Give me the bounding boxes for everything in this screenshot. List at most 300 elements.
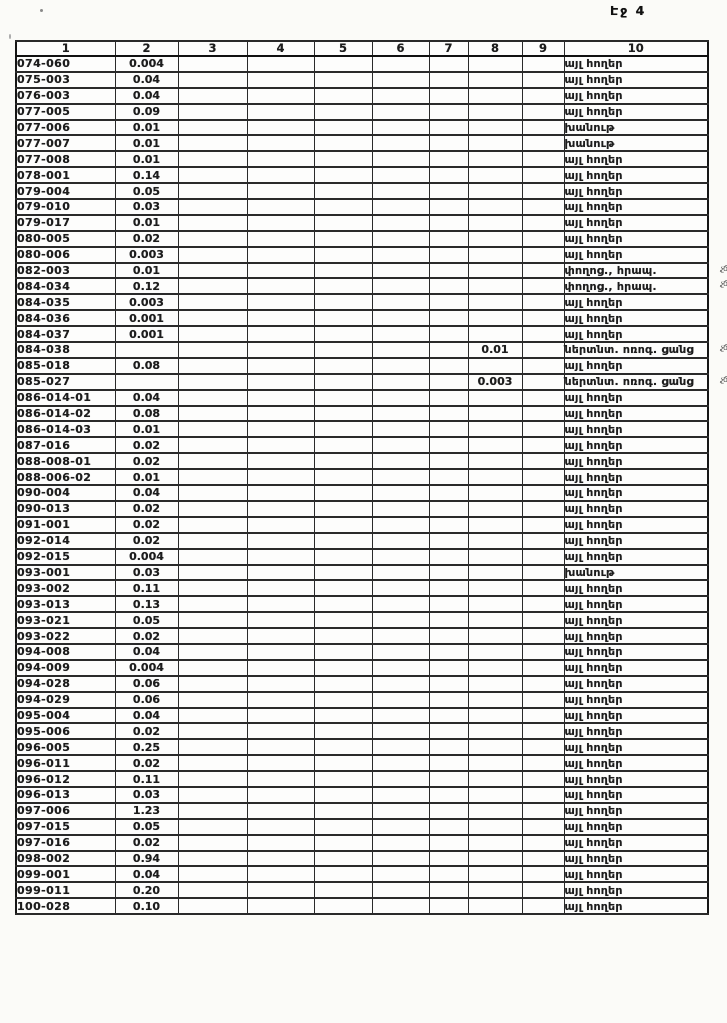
- cell-empty: [314, 882, 372, 898]
- cell-empty: [522, 835, 564, 851]
- cell-empty: [429, 151, 468, 167]
- cell-empty: [247, 882, 314, 898]
- table-row: [16, 183, 708, 199]
- cell-empty: [314, 723, 372, 739]
- cell-land-use: [564, 723, 708, 739]
- cell-area-col2: 0.04: [115, 72, 178, 88]
- cell-empty: [178, 421, 247, 437]
- cell-empty: [372, 549, 429, 565]
- cell-empty: [247, 676, 314, 692]
- cell-empty: [522, 374, 564, 390]
- cell-empty: [522, 771, 564, 787]
- land-use-text: այլ հողեր: [564, 57, 623, 71]
- cell-parcel-code: 077-005: [16, 104, 115, 120]
- cell-empty: [247, 88, 314, 104]
- cell-empty: [522, 453, 564, 469]
- cell-empty: [429, 692, 468, 708]
- cell-empty: [314, 247, 372, 263]
- cell-empty: [247, 231, 314, 247]
- cell-empty: [314, 183, 372, 199]
- cell-empty: [178, 882, 247, 898]
- cell-empty: [522, 580, 564, 596]
- cell-empty: [372, 310, 429, 326]
- cell-land-use: [564, 263, 727, 279]
- cell-empty: [522, 898, 564, 914]
- cell-area-col8: [468, 501, 522, 517]
- cell-area-col2: 0.04: [115, 644, 178, 660]
- cell-empty: [522, 517, 564, 533]
- table-row: [16, 247, 708, 263]
- cell-land-use: [564, 342, 727, 358]
- cell-area-col8: [468, 739, 522, 755]
- cell-empty: [247, 215, 314, 231]
- cell-area-col8: [468, 104, 522, 120]
- cell-empty: [429, 644, 468, 660]
- cell-empty: [247, 866, 314, 882]
- cell-empty: [372, 533, 429, 549]
- cell-empty: [372, 771, 429, 787]
- table-row: [16, 278, 708, 294]
- cell-empty: [247, 294, 314, 310]
- cell-empty: [178, 374, 247, 390]
- cell-empty: [247, 151, 314, 167]
- cell-parcel-code: 077-008: [16, 151, 115, 167]
- cell-land-use: [564, 104, 708, 120]
- cell-area-col2: 0.08: [115, 358, 178, 374]
- cell-parcel-code: 077-007: [16, 135, 115, 151]
- cell-empty: [522, 263, 564, 279]
- cell-empty: [178, 167, 247, 183]
- table-row: [16, 771, 708, 787]
- cell-empty: [522, 215, 564, 231]
- cell-empty: [247, 263, 314, 279]
- cell-land-use: [564, 533, 708, 549]
- cell-area-col2: 0.02: [115, 533, 178, 549]
- cell-empty: [247, 501, 314, 517]
- table-row: [16, 676, 708, 692]
- cell-empty: [178, 708, 247, 724]
- cell-empty: [372, 167, 429, 183]
- cell-parcel-code: 093-022: [16, 628, 115, 644]
- cell-land-use: [564, 882, 708, 898]
- cell-empty: [247, 183, 314, 199]
- cell-empty: [178, 120, 247, 136]
- cell-area-col2: 0.03: [115, 787, 178, 803]
- cell-empty: [372, 151, 429, 167]
- land-use-text: այլ հողեր: [564, 327, 623, 341]
- table-row: [16, 135, 708, 151]
- land-use-text: ներտնտ. ոռոգ. ցանց: [564, 343, 694, 357]
- cell-empty: [247, 835, 314, 851]
- cell-empty: [522, 421, 564, 437]
- cell-area-col8: [468, 469, 522, 485]
- land-use-text: այլ հողեր: [564, 216, 623, 230]
- table-row: [16, 580, 708, 596]
- cell-parcel-code: 087-016: [16, 437, 115, 453]
- cell-empty: [522, 231, 564, 247]
- cell-area-col2: 0.02: [115, 723, 178, 739]
- cell-empty: [372, 803, 429, 819]
- cell-parcel-code: 075-003: [16, 72, 115, 88]
- cell-empty: [247, 580, 314, 596]
- cell-empty: [178, 135, 247, 151]
- cell-empty: [247, 453, 314, 469]
- cell-empty: [522, 739, 564, 755]
- cell-empty: [372, 851, 429, 867]
- cell-empty: [178, 485, 247, 501]
- cell-empty: [314, 151, 372, 167]
- cell-empty: [247, 851, 314, 867]
- cell-parcel-code: 084-035: [16, 294, 115, 310]
- cell-empty: [247, 755, 314, 771]
- cell-empty: [314, 835, 372, 851]
- land-use-text: այլ հողեր: [564, 89, 623, 103]
- cell-empty: [372, 437, 429, 453]
- cell-land-use: [564, 183, 708, 199]
- handwritten-margin-note: ,չճ: [719, 374, 727, 384]
- cell-empty: [314, 104, 372, 120]
- land-use-text: այլ հողեր: [564, 597, 623, 611]
- cell-empty: [178, 183, 247, 199]
- cell-empty: [178, 549, 247, 565]
- cell-area-col2: 0.03: [115, 199, 178, 215]
- cell-parcel-code: 074-060: [16, 56, 115, 72]
- cell-empty: [429, 421, 468, 437]
- cell-area-col2: 0.25: [115, 739, 178, 755]
- cell-area-col2: 0.04: [115, 866, 178, 882]
- cell-land-use: [564, 549, 708, 565]
- table-row: [16, 199, 708, 215]
- cell-empty: [429, 104, 468, 120]
- cell-empty: [429, 390, 468, 406]
- cell-empty: [247, 549, 314, 565]
- cell-empty: [178, 866, 247, 882]
- cell-area-col8: [468, 199, 522, 215]
- cell-area-col2: 0.04: [115, 88, 178, 104]
- land-use-text: այլ հողեր: [564, 502, 623, 516]
- land-use-text: այլ հողեր: [564, 184, 623, 198]
- table-row: [16, 803, 708, 819]
- cell-area-col2: 0.004: [115, 660, 178, 676]
- cell-empty: [314, 803, 372, 819]
- cell-area-col8: [468, 294, 522, 310]
- cell-land-use: [564, 692, 708, 708]
- scan-speckle: [9, 34, 11, 39]
- cell-empty: [429, 565, 468, 581]
- cell-parcel-code: 093-021: [16, 612, 115, 628]
- cell-empty: [372, 56, 429, 72]
- cell-land-use: [564, 390, 708, 406]
- cell-area-col8: 0.003: [468, 374, 522, 390]
- cell-area-col8: [468, 612, 522, 628]
- cell-empty: [247, 533, 314, 549]
- cell-empty: [247, 485, 314, 501]
- cell-empty: [429, 866, 468, 882]
- land-use-text: այլ հողեր: [564, 295, 623, 309]
- cell-empty: [314, 628, 372, 644]
- cell-empty: [247, 771, 314, 787]
- cell-parcel-code: 093-013: [16, 596, 115, 612]
- cell-area-col2: 0.08: [115, 406, 178, 422]
- cell-area-col8: [468, 676, 522, 692]
- cell-empty: [314, 485, 372, 501]
- cell-land-use: [564, 215, 708, 231]
- cell-empty: [372, 374, 429, 390]
- table-row: [16, 374, 708, 390]
- cell-area-col8: [468, 898, 522, 914]
- cell-empty: [372, 660, 429, 676]
- cell-area-col8: [468, 533, 522, 549]
- cell-area-col2: 0.04: [115, 485, 178, 501]
- cell-empty: [372, 739, 429, 755]
- cell-parcel-code: 094-009: [16, 660, 115, 676]
- cell-empty: [178, 596, 247, 612]
- table-row: [16, 231, 708, 247]
- cell-parcel-code: 096-013: [16, 787, 115, 803]
- cell-empty: [178, 199, 247, 215]
- cell-empty: [429, 882, 468, 898]
- land-use-text: այլ հողեր: [564, 820, 623, 834]
- cell-empty: [522, 151, 564, 167]
- cell-empty: [314, 421, 372, 437]
- cell-empty: [372, 644, 429, 660]
- cell-land-use: [564, 676, 708, 692]
- cell-empty: [314, 819, 372, 835]
- cell-parcel-code: 082-003: [16, 263, 115, 279]
- cell-area-col2: 0.01: [115, 421, 178, 437]
- handwritten-margin-note: ,չճ: [719, 263, 727, 273]
- cell-land-use: [564, 310, 708, 326]
- cell-empty: [372, 755, 429, 771]
- cell-empty: [314, 596, 372, 612]
- cell-empty: [178, 88, 247, 104]
- cell-empty: [178, 803, 247, 819]
- cell-empty: [178, 723, 247, 739]
- cell-area-col8: [468, 167, 522, 183]
- cell-empty: [429, 247, 468, 263]
- table-row: [16, 755, 708, 771]
- cell-area-col2: 0.03: [115, 565, 178, 581]
- cell-empty: [372, 565, 429, 581]
- cell-empty: [247, 278, 314, 294]
- cell-parcel-code: 093-001: [16, 565, 115, 581]
- land-use-text: խանութ: [564, 565, 615, 579]
- cell-empty: [522, 358, 564, 374]
- cell-land-use: [564, 517, 708, 533]
- cell-area-col2: 0.01: [115, 135, 178, 151]
- cell-area-col8: [468, 390, 522, 406]
- cell-empty: [314, 501, 372, 517]
- cell-empty: [314, 326, 372, 342]
- cell-empty: [429, 120, 468, 136]
- table-row: [16, 294, 708, 310]
- cell-empty: [178, 565, 247, 581]
- cell-area-col8: [468, 549, 522, 565]
- cell-area-col2: 0.01: [115, 469, 178, 485]
- cell-land-use: [564, 644, 708, 660]
- cell-area-col2: 0.001: [115, 310, 178, 326]
- handwritten-margin-note: ,չճ: [719, 279, 727, 289]
- cell-empty: [178, 390, 247, 406]
- cell-empty: [178, 326, 247, 342]
- cell-empty: [314, 215, 372, 231]
- cell-land-use: [564, 565, 708, 581]
- cell-empty: [372, 819, 429, 835]
- cell-empty: [314, 676, 372, 692]
- cell-area-col2: 0.02: [115, 231, 178, 247]
- cell-empty: [314, 692, 372, 708]
- cell-empty: [314, 406, 372, 422]
- cell-empty: [314, 866, 372, 882]
- cell-empty: [247, 787, 314, 803]
- cell-empty: [314, 263, 372, 279]
- cell-empty: [429, 437, 468, 453]
- cell-land-use: [564, 851, 708, 867]
- cell-empty: [429, 723, 468, 739]
- cell-parcel-code: 095-006: [16, 723, 115, 739]
- cell-land-use: [564, 660, 708, 676]
- cell-area-col2: 0.02: [115, 437, 178, 453]
- column-header-7: 7: [429, 41, 468, 56]
- cell-empty: [247, 739, 314, 755]
- land-use-text: այլ հողեր: [564, 391, 623, 405]
- cell-land-use: [564, 580, 708, 596]
- cell-parcel-code: 090-013: [16, 501, 115, 517]
- cell-empty: [522, 692, 564, 708]
- land-use-text: փողոց., հրապ.: [564, 264, 657, 278]
- cell-area-col8: [468, 231, 522, 247]
- cell-land-use: [564, 803, 708, 819]
- table-row: [16, 167, 708, 183]
- cell-empty: [372, 406, 429, 422]
- cell-empty: [522, 819, 564, 835]
- land-use-text: այլ հողեր: [564, 422, 623, 436]
- cell-area-col8: [468, 755, 522, 771]
- cell-empty: [178, 56, 247, 72]
- cell-empty: [429, 453, 468, 469]
- table-row: [16, 342, 708, 358]
- cell-empty: [247, 437, 314, 453]
- cell-empty: [522, 56, 564, 72]
- cell-area-col2: 0.06: [115, 692, 178, 708]
- cell-land-use: [564, 135, 708, 151]
- cell-empty: [314, 580, 372, 596]
- cell-empty: [247, 596, 314, 612]
- cell-empty: [372, 517, 429, 533]
- cell-empty: [178, 676, 247, 692]
- cell-parcel-code: 096-012: [16, 771, 115, 787]
- cell-empty: [372, 469, 429, 485]
- cell-empty: [247, 374, 314, 390]
- cell-parcel-code: 100-028: [16, 898, 115, 914]
- cell-area-col8: [468, 406, 522, 422]
- cell-empty: [522, 803, 564, 819]
- cell-empty: [522, 787, 564, 803]
- cell-area-col8: [468, 882, 522, 898]
- cell-empty: [372, 835, 429, 851]
- cell-area-col8: [468, 660, 522, 676]
- cell-empty: [429, 167, 468, 183]
- cell-land-use: [564, 835, 708, 851]
- table-row: [16, 708, 708, 724]
- cell-empty: [429, 215, 468, 231]
- cell-area-col8: [468, 517, 522, 533]
- table-row: [16, 787, 708, 803]
- cell-parcel-code: 092-015: [16, 549, 115, 565]
- cell-area-col8: [468, 819, 522, 835]
- land-use-text: այլ հողեր: [564, 724, 623, 738]
- land-use-text: այլ հողեր: [564, 232, 623, 246]
- cell-empty: [372, 199, 429, 215]
- cell-empty: [178, 342, 247, 358]
- table-row: [16, 453, 708, 469]
- cell-empty: [522, 628, 564, 644]
- land-use-text: այլ հողեր: [564, 899, 623, 913]
- cell-parcel-code: 084-034: [16, 278, 115, 294]
- cell-empty: [314, 390, 372, 406]
- cell-empty: [314, 787, 372, 803]
- cell-empty: [372, 787, 429, 803]
- land-use-text: այլ հողեր: [564, 836, 623, 850]
- table-row: [16, 390, 708, 406]
- land-use-text: այլ հողեր: [564, 518, 623, 532]
- cell-empty: [429, 851, 468, 867]
- cell-empty: [178, 231, 247, 247]
- cell-empty: [372, 580, 429, 596]
- cell-land-use: [564, 771, 708, 787]
- cell-empty: [178, 739, 247, 755]
- cell-empty: [372, 501, 429, 517]
- cell-empty: [247, 135, 314, 151]
- cell-area-col2: 0.06: [115, 676, 178, 692]
- cell-parcel-code: 094-029: [16, 692, 115, 708]
- cell-parcel-code: 084-038: [16, 342, 115, 358]
- cell-parcel-code: 076-003: [16, 88, 115, 104]
- table-row: [16, 406, 708, 422]
- cell-empty: [247, 310, 314, 326]
- land-use-text: այլ հողեր: [564, 200, 623, 214]
- land-use-text: այլ հողեր: [564, 677, 623, 691]
- cell-parcel-code: 096-011: [16, 755, 115, 771]
- cell-land-use: [564, 278, 727, 294]
- cell-land-use: [564, 437, 708, 453]
- cell-empty: [522, 723, 564, 739]
- cell-empty: [429, 72, 468, 88]
- table-row: [16, 628, 708, 644]
- cell-area-col8: [468, 803, 522, 819]
- cell-area-col8: [468, 151, 522, 167]
- table-row: [16, 565, 708, 581]
- cell-empty: [314, 549, 372, 565]
- cell-empty: [372, 421, 429, 437]
- cell-empty: [178, 819, 247, 835]
- cell-empty: [522, 437, 564, 453]
- cell-land-use: [564, 866, 708, 882]
- cell-land-use: [564, 485, 708, 501]
- cell-empty: [372, 326, 429, 342]
- cell-empty: [522, 278, 564, 294]
- cell-empty: [372, 692, 429, 708]
- cell-empty: [372, 866, 429, 882]
- cell-empty: [247, 517, 314, 533]
- cell-empty: [372, 596, 429, 612]
- cell-empty: [429, 278, 468, 294]
- handwritten-margin-note: ,չճ: [719, 343, 727, 353]
- table-row: [16, 263, 708, 279]
- cell-empty: [522, 485, 564, 501]
- cell-area-col2: 0.02: [115, 517, 178, 533]
- cell-area-col8: [468, 263, 522, 279]
